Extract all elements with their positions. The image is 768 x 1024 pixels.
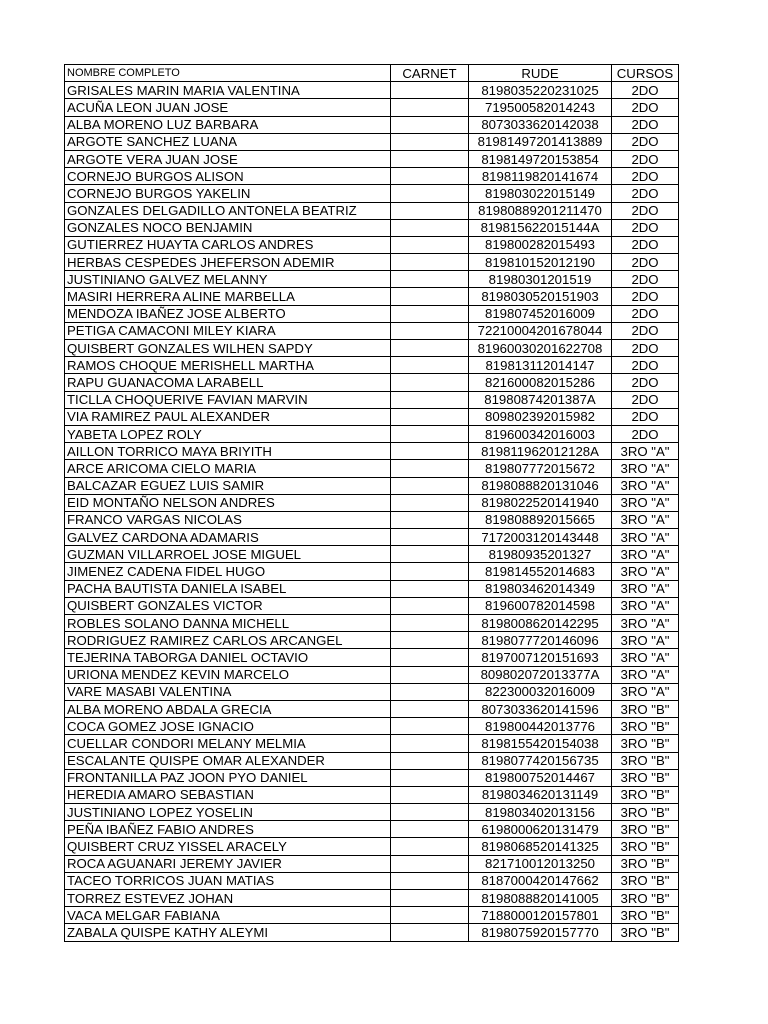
cell-curso: 3RO "A" (612, 477, 679, 494)
cell-nombre: ROCA AGUANARI JEREMY JAVIER (65, 855, 391, 872)
cell-rude: 819800282015493 (469, 236, 612, 253)
table-row (65, 649, 679, 666)
table-row (65, 786, 679, 803)
cell-nombre: ACUÑA LEON JUAN JOSE (65, 99, 391, 116)
cell-nombre: GONZALES NOCO BENJAMIN (65, 219, 391, 236)
table-row (65, 82, 679, 99)
table-row (65, 116, 679, 133)
cell-curso: 2DO (612, 133, 679, 150)
cell-rude: 819814552014683 (469, 563, 612, 580)
cell-rude: 819807452016009 (469, 305, 612, 322)
cell-carnet (391, 425, 469, 442)
cell-carnet (391, 735, 469, 752)
table-row (65, 700, 679, 717)
table-row (65, 357, 679, 374)
cell-carnet (391, 219, 469, 236)
table-row (65, 511, 679, 528)
cell-carnet (391, 683, 469, 700)
cell-curso: 2DO (612, 391, 679, 408)
cell-curso: 3RO "B" (612, 752, 679, 769)
cell-carnet (391, 254, 469, 271)
table-row (65, 855, 679, 872)
table-row (65, 168, 679, 185)
cell-curso: 2DO (612, 408, 679, 425)
cell-rude: 719500582014243 (469, 99, 612, 116)
cell-nombre: GUTIERREZ HUAYTA CARLOS ANDRES (65, 236, 391, 253)
cell-curso: 3RO "B" (612, 700, 679, 717)
cell-nombre: TACEO TORRICOS JUAN MATIAS (65, 872, 391, 889)
cell-carnet (391, 924, 469, 941)
table-row (65, 236, 679, 253)
cell-rude: 81980301201519 (469, 271, 612, 288)
table-row (65, 821, 679, 838)
table-row (65, 150, 679, 167)
cell-nombre: AILLON TORRICO MAYA BRIYITH (65, 443, 391, 460)
cell-rude: 8187000420147662 (469, 872, 612, 889)
cell-carnet (391, 529, 469, 546)
table-row (65, 271, 679, 288)
cell-nombre: QUISBERT GONZALES VICTOR (65, 597, 391, 614)
cell-nombre: ARGOTE VERA JUAN JOSE (65, 150, 391, 167)
cell-curso: 3RO "B" (612, 718, 679, 735)
cell-carnet (391, 408, 469, 425)
cell-nombre: FRONTANILLA PAZ JOON PYO DANIEL (65, 769, 391, 786)
cell-carnet (391, 752, 469, 769)
cell-nombre: TORREZ ESTEVEZ JOHAN (65, 890, 391, 907)
table-row (65, 305, 679, 322)
cell-nombre: URIONA MENDEZ KEVIN MARCELO (65, 666, 391, 683)
cell-carnet (391, 202, 469, 219)
cell-rude: 8198034620131149 (469, 786, 612, 803)
cell-carnet (391, 632, 469, 649)
cell-nombre: JUSTINIANO GALVEZ MELANNY (65, 271, 391, 288)
table-row (65, 890, 679, 907)
cell-rude: 8198030520151903 (469, 288, 612, 305)
cell-curso: 3RO "A" (612, 529, 679, 546)
cell-rude: 8198068520141325 (469, 838, 612, 855)
cell-carnet (391, 288, 469, 305)
cell-rude: 72210004201678044 (469, 322, 612, 339)
cell-rude: 8198088820141005 (469, 890, 612, 907)
cell-rude: 81980889201211470 (469, 202, 612, 219)
cell-rude: 7188000120157801 (469, 907, 612, 924)
cell-rude: 809802072013377A (469, 666, 612, 683)
cell-rude: 81980874201387A (469, 391, 612, 408)
cell-carnet (391, 236, 469, 253)
cell-curso: 2DO (612, 374, 679, 391)
cell-carnet (391, 340, 469, 357)
cell-rude: 819811962012128A (469, 443, 612, 460)
table-row (65, 597, 679, 614)
cell-carnet (391, 804, 469, 821)
cell-carnet (391, 597, 469, 614)
cell-rude: 6198000620131479 (469, 821, 612, 838)
cell-curso: 3RO "A" (612, 511, 679, 528)
cell-curso: 3RO "B" (612, 890, 679, 907)
cell-rude: 7172003120143448 (469, 529, 612, 546)
cell-nombre: ESCALANTE QUISPE OMAR ALEXANDER (65, 752, 391, 769)
cell-rude: 81960030201622708 (469, 340, 612, 357)
table-row (65, 460, 679, 477)
cell-nombre: VARE MASABI VALENTINA (65, 683, 391, 700)
cell-nombre: JIMENEZ CADENA FIDEL HUGO (65, 563, 391, 580)
table-row (65, 443, 679, 460)
table-row (65, 924, 679, 941)
cell-rude: 8198022520141940 (469, 494, 612, 511)
cell-curso: 3RO "B" (612, 821, 679, 838)
cell-rude: 821710012013250 (469, 855, 612, 872)
table-row (65, 580, 679, 597)
cell-nombre: ZABALA QUISPE KATHY ALEYMI (65, 924, 391, 941)
cell-curso: 3RO "B" (612, 838, 679, 855)
table-row (65, 529, 679, 546)
cell-nombre: TICLLA CHOQUERIVE FAVIAN MARVIN (65, 391, 391, 408)
cell-carnet (391, 443, 469, 460)
cell-curso: 3RO "A" (612, 666, 679, 683)
cell-curso: 3RO "A" (612, 683, 679, 700)
cell-nombre: CORNEJO BURGOS ALISON (65, 168, 391, 185)
cell-curso: 3RO "B" (612, 924, 679, 941)
table-row (65, 494, 679, 511)
cell-curso: 2DO (612, 82, 679, 99)
table-row (65, 804, 679, 821)
cell-carnet (391, 133, 469, 150)
header-cursos: CURSOS (612, 65, 679, 82)
cell-curso: 3RO "A" (612, 460, 679, 477)
cell-curso: 3RO "B" (612, 786, 679, 803)
student-list-table (64, 64, 679, 942)
cell-nombre: JUSTINIANO LOPEZ YOSELIN (65, 804, 391, 821)
cell-curso: 2DO (612, 185, 679, 202)
cell-nombre: QUISBERT CRUZ YISSEL ARACELY (65, 838, 391, 855)
cell-nombre: PETIGA CAMACONI MILEY KIARA (65, 322, 391, 339)
cell-nombre: GONZALES DELGADILLO ANTONELA BEATRIZ (65, 202, 391, 219)
cell-nombre: CORNEJO BURGOS YAKELIN (65, 185, 391, 202)
cell-nombre: RODRIGUEZ RAMIREZ CARLOS ARCANGEL (65, 632, 391, 649)
cell-rude: 8198035220231025 (469, 82, 612, 99)
cell-nombre: YABETA LOPEZ ROLY (65, 425, 391, 442)
cell-curso: 3RO "A" (612, 649, 679, 666)
cell-carnet (391, 322, 469, 339)
cell-carnet (391, 116, 469, 133)
cell-rude: 8198119820141674 (469, 168, 612, 185)
table-row (65, 735, 679, 752)
cell-rude: 819808892015665 (469, 511, 612, 528)
cell-curso: 3RO "A" (612, 615, 679, 632)
cell-nombre: ARGOTE SANCHEZ LUANA (65, 133, 391, 150)
cell-carnet (391, 855, 469, 872)
cell-curso: 2DO (612, 219, 679, 236)
cell-rude: 819803462014349 (469, 580, 612, 597)
table-row (65, 907, 679, 924)
table-row (65, 769, 679, 786)
table-row (65, 752, 679, 769)
cell-carnet (391, 357, 469, 374)
cell-carnet (391, 580, 469, 597)
cell-rude: 8198077420156735 (469, 752, 612, 769)
cell-carnet (391, 511, 469, 528)
cell-carnet (391, 872, 469, 889)
cell-rude: 8073033620141596 (469, 700, 612, 717)
cell-carnet (391, 168, 469, 185)
cell-carnet (391, 374, 469, 391)
header-row (65, 65, 679, 82)
cell-nombre: QUISBERT GONZALES WILHEN SAPDY (65, 340, 391, 357)
cell-curso: 3RO "B" (612, 907, 679, 924)
table-row (65, 838, 679, 855)
cell-nombre: RAMOS CHOQUE MERISHELL MARTHA (65, 357, 391, 374)
table-row (65, 666, 679, 683)
cell-curso: 2DO (612, 150, 679, 167)
table-row (65, 254, 679, 271)
cell-nombre: VIA RAMIREZ PAUL ALEXANDER (65, 408, 391, 425)
cell-carnet (391, 391, 469, 408)
cell-carnet (391, 99, 469, 116)
cell-carnet (391, 150, 469, 167)
cell-carnet (391, 494, 469, 511)
cell-curso: 3RO "B" (612, 804, 679, 821)
cell-curso: 2DO (612, 305, 679, 322)
cell-curso: 2DO (612, 116, 679, 133)
header-nombre-completo: NOMBRE COMPLETO (65, 65, 391, 82)
cell-carnet (391, 82, 469, 99)
cell-curso: 2DO (612, 168, 679, 185)
cell-carnet (391, 185, 469, 202)
cell-carnet (391, 786, 469, 803)
cell-nombre: FRANCO VARGAS NICOLAS (65, 511, 391, 528)
cell-rude: 819810152012190 (469, 254, 612, 271)
cell-curso: 2DO (612, 288, 679, 305)
cell-curso: 2DO (612, 322, 679, 339)
cell-rude: 822300032016009 (469, 683, 612, 700)
cell-rude: 819803022015149 (469, 185, 612, 202)
cell-curso: 2DO (612, 202, 679, 219)
cell-carnet (391, 477, 469, 494)
cell-rude: 8198077720146096 (469, 632, 612, 649)
table-row (65, 185, 679, 202)
table-row (65, 288, 679, 305)
cell-carnet (391, 615, 469, 632)
table-row (65, 408, 679, 425)
cell-curso: 3RO "A" (612, 546, 679, 563)
table-row (65, 133, 679, 150)
cell-carnet (391, 649, 469, 666)
cell-curso: 2DO (612, 425, 679, 442)
cell-rude: 819813112014147 (469, 357, 612, 374)
cell-rude: 819800752014467 (469, 769, 612, 786)
cell-curso: 3RO "A" (612, 597, 679, 614)
cell-curso: 3RO "A" (612, 580, 679, 597)
cell-nombre: PEÑA IBAÑEZ FABIO ANDRES (65, 821, 391, 838)
cell-rude: 819815622015144A (469, 219, 612, 236)
cell-curso: 3RO "A" (612, 494, 679, 511)
cell-nombre: VACA MELGAR FABIANA (65, 907, 391, 924)
table-row (65, 683, 679, 700)
table-row (65, 322, 679, 339)
cell-rude: 821600082015286 (469, 374, 612, 391)
cell-rude: 8198155420154038 (469, 735, 612, 752)
table-row (65, 872, 679, 889)
cell-rude: 819800442013776 (469, 718, 612, 735)
cell-nombre: COCA GOMEZ JOSE IGNACIO (65, 718, 391, 735)
cell-carnet (391, 460, 469, 477)
cell-curso: 2DO (612, 99, 679, 116)
cell-nombre: ALBA MORENO LUZ BARBARA (65, 116, 391, 133)
table-row (65, 374, 679, 391)
cell-nombre: ROBLES SOLANO DANNA MICHELL (65, 615, 391, 632)
cell-carnet (391, 821, 469, 838)
cell-curso: 3RO "B" (612, 735, 679, 752)
cell-nombre: MASIRI HERRERA ALINE MARBELLA (65, 288, 391, 305)
cell-nombre: GUZMAN VILLARROEL JOSE MIGUEL (65, 546, 391, 563)
table-row (65, 340, 679, 357)
cell-nombre: HEREDIA AMARO SEBASTIAN (65, 786, 391, 803)
cell-rude: 809802392015982 (469, 408, 612, 425)
cell-curso: 3RO "B" (612, 769, 679, 786)
cell-curso: 2DO (612, 236, 679, 253)
cell-curso: 2DO (612, 357, 679, 374)
table-row (65, 99, 679, 116)
cell-carnet (391, 838, 469, 855)
cell-rude: 81981497201413889 (469, 133, 612, 150)
cell-carnet (391, 769, 469, 786)
cell-curso: 3RO "B" (612, 855, 679, 872)
table-row (65, 546, 679, 563)
cell-rude: 819803402013156 (469, 804, 612, 821)
cell-rude: 819807772015672 (469, 460, 612, 477)
cell-rude: 8198075920157770 (469, 924, 612, 941)
cell-nombre: ALBA MORENO ABDALA GRECIA (65, 700, 391, 717)
cell-curso: 2DO (612, 340, 679, 357)
cell-nombre: MENDOZA IBAÑEZ JOSE ALBERTO (65, 305, 391, 322)
table-row (65, 219, 679, 236)
cell-carnet (391, 700, 469, 717)
cell-nombre: ARCE ARICOMA CIELO MARIA (65, 460, 391, 477)
header-carnet: CARNET (391, 65, 469, 82)
table-row (65, 615, 679, 632)
table-row (65, 718, 679, 735)
cell-nombre: PACHA BAUTISTA DANIELA ISABEL (65, 580, 391, 597)
table-row (65, 632, 679, 649)
table-row (65, 202, 679, 219)
cell-curso: 3RO "B" (612, 872, 679, 889)
cell-rude: 8198088820131046 (469, 477, 612, 494)
cell-carnet (391, 890, 469, 907)
cell-curso: 3RO "A" (612, 632, 679, 649)
cell-curso: 2DO (612, 254, 679, 271)
cell-nombre: TEJERINA TABORGA DANIEL OCTAVIO (65, 649, 391, 666)
cell-nombre: CUELLAR CONDORI MELANY MELMIA (65, 735, 391, 752)
cell-carnet (391, 546, 469, 563)
cell-carnet (391, 666, 469, 683)
cell-nombre: EID MONTAÑO NELSON ANDRES (65, 494, 391, 511)
cell-rude: 819600782014598 (469, 597, 612, 614)
table-row (65, 563, 679, 580)
cell-rude: 819600342016003 (469, 425, 612, 442)
cell-curso: 3RO "A" (612, 443, 679, 460)
header-rude: RUDE (469, 65, 612, 82)
cell-rude: 8073033620142038 (469, 116, 612, 133)
cell-carnet (391, 305, 469, 322)
table-row (65, 391, 679, 408)
cell-rude: 81980935201327 (469, 546, 612, 563)
cell-rude: 8198008620142295 (469, 615, 612, 632)
cell-carnet (391, 271, 469, 288)
table-row (65, 425, 679, 442)
cell-nombre: BALCAZAR EGUEZ LUIS SAMIR (65, 477, 391, 494)
cell-nombre: GRISALES MARIN MARIA VALENTINA (65, 82, 391, 99)
cell-curso: 2DO (612, 271, 679, 288)
cell-rude: 8198149720153854 (469, 150, 612, 167)
cell-carnet (391, 563, 469, 580)
cell-carnet (391, 718, 469, 735)
table-row (65, 477, 679, 494)
cell-rude: 8197007120151693 (469, 649, 612, 666)
cell-carnet (391, 907, 469, 924)
cell-nombre: GALVEZ CARDONA ADAMARIS (65, 529, 391, 546)
cell-nombre: RAPU GUANACOMA LARABELL (65, 374, 391, 391)
cell-curso: 3RO "A" (612, 563, 679, 580)
cell-nombre: HERBAS CESPEDES JHEFERSON ADEMIR (65, 254, 391, 271)
